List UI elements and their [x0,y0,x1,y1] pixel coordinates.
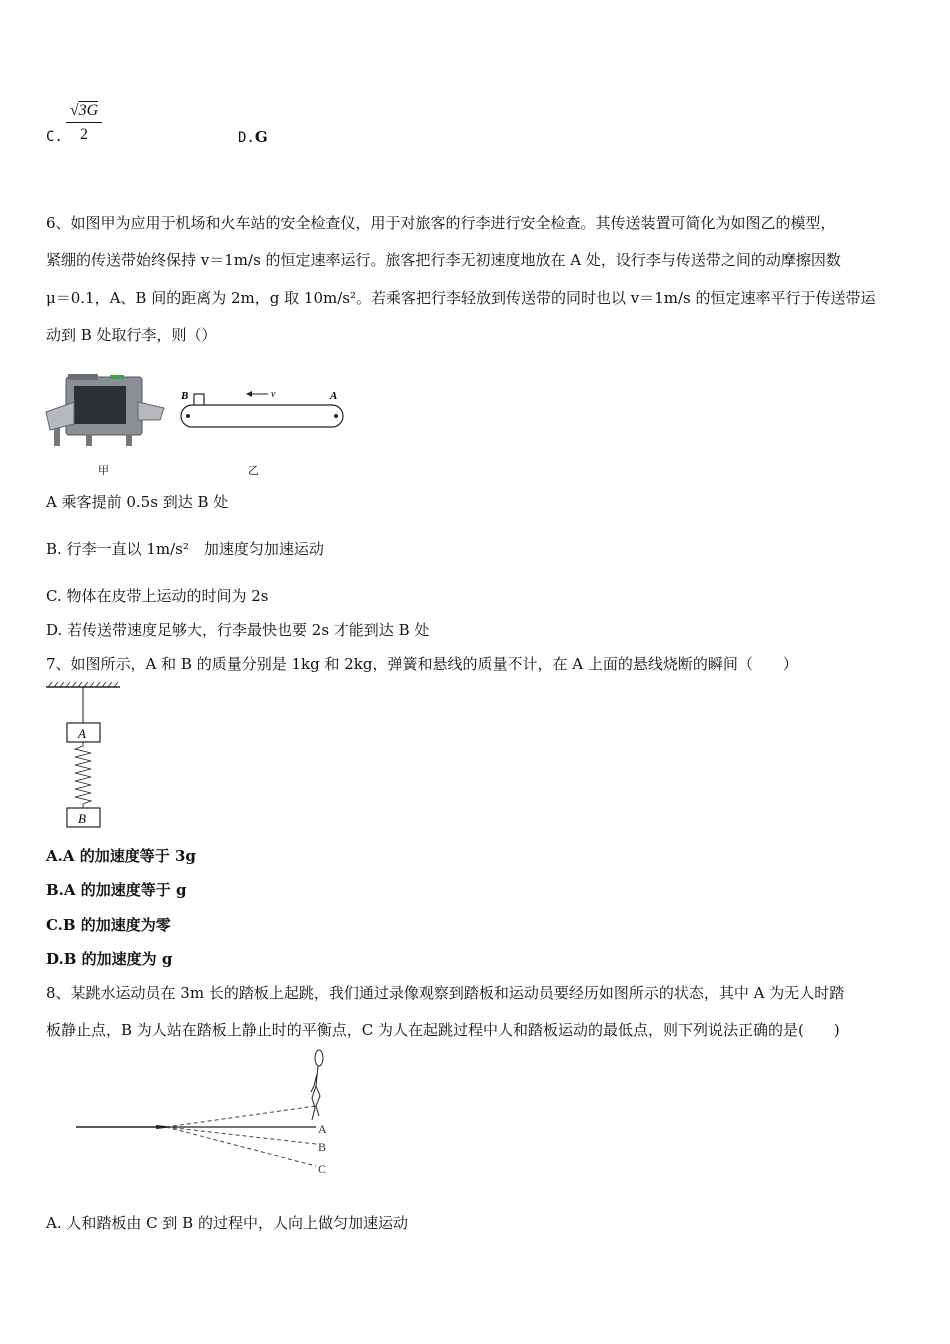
q5-option-c-denominator: 2 [80,126,88,143]
q6-option-b: B. 行李一直以 1m/s² 加速度匀加速运动 [46,540,324,558]
q7-option-a: A.A 的加速度等于 3g [46,847,196,865]
spring-label-a: A [78,726,86,741]
conveyor-label-v: v [271,389,276,400]
spring-label-b: B [78,811,86,826]
q8-stem-line-1: 8、某跳水运动员在 3m 长的踏板上起跳，我们通过录像观察到踏板和运动员要经历如图所示的状态，其中 A 为无人时踏 [46,984,845,1002]
q5-option-c-numerator: √3G [69,102,99,119]
spring-blocks-figure [46,682,126,832]
q8-stem-line-2: 板静止点，B 为人站在踏板上静止时的平衡点，C 为人在起跳过程中人和踏板运动的最低点，则下列说法正确的是( ) [46,1021,840,1039]
q5-option-c-fraction [64,102,104,144]
q6-stem-line-1: 6、如图甲为应用于机场和火车站的安全检查仪，用于对旅客的行李进行安全检查。其传送装置可简化为如图乙的模型， [46,214,836,232]
q7-option-c: C.B 的加速度为零 [46,916,171,934]
q6-stem-line-4: 动到 B 处取行李，则（） [46,326,217,344]
security-scanner-figure [46,372,166,452]
figure-label-jia: 甲 [98,464,109,477]
q5-option-c-label: C. [46,129,63,145]
diving-board-figure [76,1046,336,1181]
q8-option-a: A. 人和踏板由 C 到 B 的过程中，人向上做匀加速运动 [46,1214,408,1232]
q7-stem: 7、如图所示，A 和 B 的质量分别是 1kg 和 2kg，弹簧和悬线的质量不计，在 A 上面的悬线烧断的瞬间（ ） [46,655,798,673]
conveyor-label-a: A [330,390,338,402]
q6-stem-line-2: 紧绷的传送带始终保持 v＝1m/s 的恒定速率运行。旅客把行李无初速度地放在 A 处，设行李与传送带之间的动摩擦因数 [46,251,841,269]
board-label-c: C [318,1162,327,1176]
q6-option-c: C. 物体在皮带上运动的时间为 2s [46,587,269,605]
figure-label-yi: 乙 [248,464,259,477]
board-label-b: B [318,1140,327,1154]
q5-option-d: D.G [238,128,268,146]
q7-option-d: D.B 的加速度为 g [46,950,173,968]
conveyor-label-b: B [181,390,189,402]
board-label-a: A [318,1122,327,1136]
q6-stem-line-3: μ＝0.1，A、B 间的距离为 2m，g 取 10m/s²。若乘客把行李轻放到传送带的同时也以 v＝1m/s 的恒定速率平行于传送带运 [46,289,876,307]
conveyor-belt-figure [180,386,345,436]
q6-option-d: D. 若传送带速度足够大，行李最快也要 2s 才能到达 B 处 [46,621,430,639]
q6-option-a: A 乘客提前 0.5s 到达 B 处 [46,493,229,511]
q7-option-b: B.A 的加速度等于 g [46,881,187,899]
